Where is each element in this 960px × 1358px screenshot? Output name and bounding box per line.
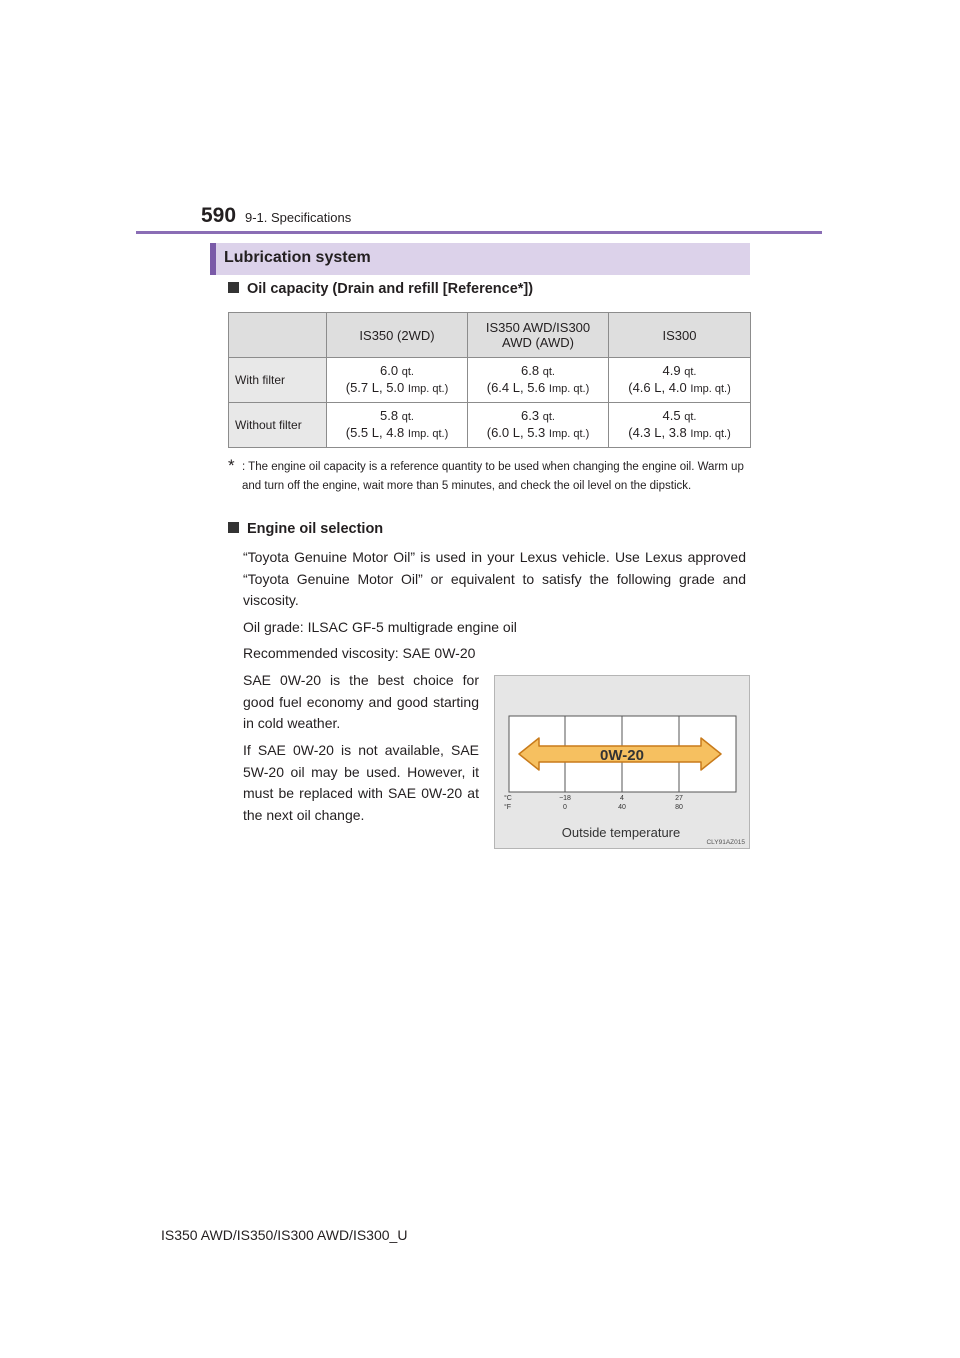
- footnote-text: : The engine oil capacity is a reference quantity to be used when changing the engine oil. Warm up and turn off the engine, wait more than 5 minutes, and check the oil level on the dipstick.: [242, 461, 744, 492]
- metric-value: (6.0 L, 5.3: [486, 425, 546, 440]
- metric-value: (5.7 L, 5.0: [345, 380, 405, 395]
- viscosity-temperature-figure: [494, 675, 750, 849]
- table-cell: [327, 358, 468, 403]
- viscosity-chart-svg: [495, 676, 749, 848]
- qt-value: 6.0: [380, 363, 399, 378]
- qt-unit: qt.: [401, 411, 414, 423]
- engine-oil-heading-text: Engine oil selection: [247, 521, 384, 537]
- qt-unit: qt.: [684, 366, 697, 378]
- table-cell: [468, 358, 609, 403]
- qt-unit: qt.: [542, 411, 555, 423]
- tick-label-f: 40: [618, 804, 626, 811]
- imp-unit: Imp. qt.): [690, 428, 731, 440]
- section-title: 9-1. Specifications: [245, 210, 352, 225]
- engine-oil-paragraph: “Toyota Genuine Motor Oil” is used in your Lexus vehicle. Use Lexus approved “Toyota Genuine Motor Oil” or equivalent to satisfy the following grade and viscosity.: [243, 549, 746, 608]
- tick-label-c: −18: [559, 795, 571, 802]
- metric-value: (6.4 L, 5.6: [486, 380, 546, 395]
- table-cell: [609, 358, 751, 403]
- unit-f-label: °F: [504, 804, 512, 811]
- metric-value: (4.6 L, 4.0: [628, 380, 687, 395]
- row-label: Without filter: [229, 403, 327, 448]
- metric-value: (4.3 L, 3.8: [628, 425, 687, 440]
- figure-code: CLY91AZ015: [706, 839, 745, 846]
- header-text: IS300: [662, 327, 697, 343]
- table-header-row: [229, 313, 751, 358]
- oil-capacity-table: [228, 312, 751, 448]
- unit-c-label: °C: [504, 795, 512, 802]
- qt-unit: qt.: [401, 366, 414, 378]
- table-header-cell: [609, 313, 751, 358]
- tick-label-f: 80: [675, 804, 683, 811]
- qt-value: 6.8: [521, 363, 540, 378]
- imp-unit: Imp. qt.): [690, 383, 731, 395]
- footnote-mark: *: [228, 456, 235, 475]
- table-header-cell-empty: [229, 313, 327, 358]
- engine-oil-heading: [228, 521, 383, 537]
- qt-value: 4.9: [662, 363, 681, 378]
- footer-model-text: IS350 AWD/IS350/IS300 AWD/IS300_U: [161, 1227, 408, 1243]
- tick-label-c: 4: [620, 795, 624, 802]
- qt-value: 6.3: [521, 408, 540, 423]
- section-header-title: Lubrication system: [224, 249, 371, 266]
- table-cell: [468, 403, 609, 448]
- viscosity-line: Recommended viscosity: SAE 0W-20: [243, 645, 476, 661]
- table-row: [229, 358, 751, 403]
- imp-unit: Imp. qt.): [407, 383, 449, 395]
- oil-capacity-heading: [228, 281, 533, 297]
- table-header-cell: [327, 313, 468, 358]
- section-header-bar: [210, 243, 750, 275]
- imp-unit: Imp. qt.): [548, 383, 590, 395]
- table-cell: [327, 403, 468, 448]
- oil-grade-line: Oil grade: ILSAC GF-5 multigrade engine oil: [243, 619, 517, 635]
- square-bullet-icon: [228, 282, 239, 293]
- imp-unit: Imp. qt.): [407, 428, 449, 440]
- header-text: IS350 AWD/IS300: [485, 320, 591, 335]
- qt-value: 5.8: [380, 408, 399, 423]
- tick-label-f: 0: [563, 804, 567, 811]
- metric-value: (5.5 L, 4.8: [345, 425, 405, 440]
- header-rule: [136, 231, 822, 234]
- figure-caption: Outside temperature: [561, 825, 681, 840]
- page-number: 590: [201, 204, 237, 227]
- imp-unit: Imp. qt.): [548, 428, 590, 440]
- table-cell: [609, 403, 751, 448]
- alternate-oil-paragraph: If SAE 0W-20 is not available, SAE 5W-20 oil may be used. However, it must be replaced with SAE 0W-20 at the next oil change.: [243, 742, 479, 823]
- oil-capacity-heading-text: Oil capacity (Drain and refill [Reference*]): [247, 281, 534, 297]
- qt-value: 4.5: [662, 408, 681, 423]
- square-bullet-icon: [228, 522, 239, 533]
- qt-unit: qt.: [684, 411, 697, 423]
- band-label: 0W-20: [600, 747, 644, 764]
- header-text: AWD (AWD): [502, 335, 574, 350]
- row-label: With filter: [229, 358, 327, 403]
- header-text: IS350 (2WD): [359, 327, 435, 343]
- table-row: [229, 403, 751, 448]
- table-header-cell: [468, 313, 609, 358]
- viscosity-note-paragraph: SAE 0W-20 is the best choice for good fuel economy and good starting in cold weather.: [243, 672, 479, 731]
- qt-unit: qt.: [542, 366, 555, 378]
- footnote: [228, 458, 750, 496]
- tick-label-c: 27: [675, 795, 683, 802]
